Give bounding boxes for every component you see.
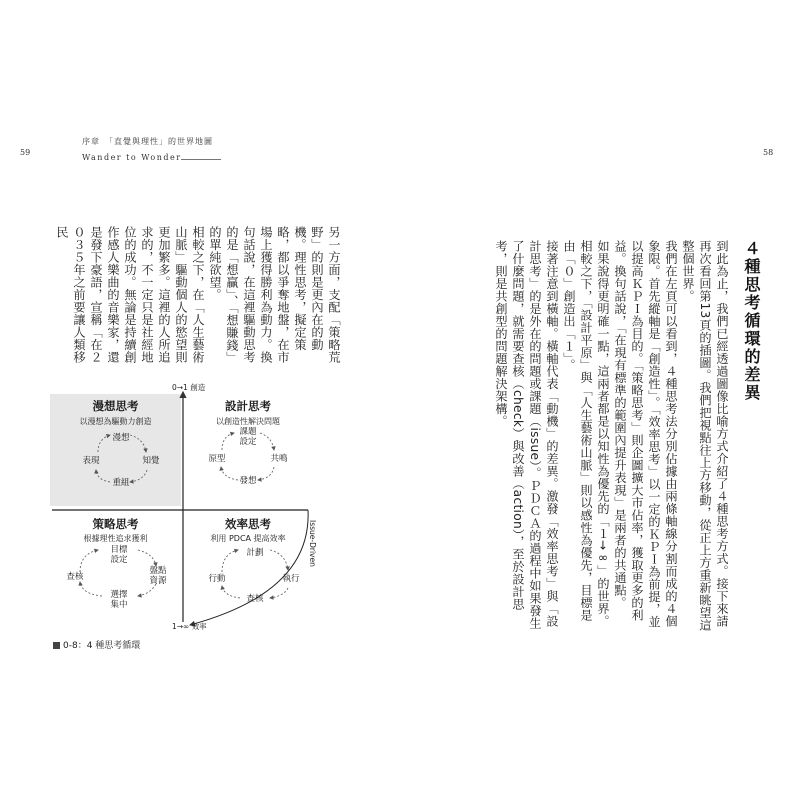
quadrant-subtitle: 根據理性追求獲利	[83, 534, 148, 543]
axis-label-top: 0→1 創造	[172, 383, 206, 392]
cycle-node: 發想	[239, 476, 257, 486]
cycle-node: 選擇 集中	[110, 590, 128, 610]
quadrant-subtitle: 以漫想為驅動力創造	[79, 417, 152, 426]
axis-label-right: Issue-Driven	[308, 520, 317, 567]
cycle-node: 計劃	[246, 548, 264, 558]
axis-label-bottom: 1→∞ 效率	[172, 622, 207, 631]
cycle-node: 課題 設定	[239, 427, 257, 447]
quadrant-title: 漫想思考	[92, 399, 139, 413]
cycle-node: 目標 設定	[110, 545, 128, 565]
right-page	[400, 0, 800, 800]
section-heading: ４種思考循環的差異	[742, 240, 761, 402]
body-paragraph: 相較之下，在「人生藝術山脈」驅動個人的慾望則更加繁多。這裡的人所追求的，不一定只是社經地位的成功。無論是持續創作感人樂曲的音樂家，還是發下豪語，宣稱「在２０３５年之前要讓人類移民	[55, 226, 205, 364]
four-thinking-cycles-diagram	[50, 382, 350, 632]
cycle-node: 共鳴	[270, 454, 288, 464]
page-number: 58	[763, 148, 774, 157]
figure-caption	[53, 638, 140, 651]
cycle-node: 原型	[208, 454, 226, 464]
quadrant-subtitle: 以創造性解決問題	[216, 417, 280, 426]
cycle-node: 執行	[282, 574, 300, 584]
body-paragraph: 到此為止，我們已經透過圖像比喻方式介紹了４種思考方式。接下來請再次看回第13頁的插圖。我們把視點往上方移動，從正上方重新眺望這整個世界。	[681, 240, 729, 632]
running-rule	[181, 159, 221, 160]
quadrant-title: 設計思考	[225, 399, 271, 413]
cycle-node: 表現	[82, 456, 100, 466]
body-paragraph: 如果說得更明確一點，這兩者都是以知性為優先的「１→∞」的世界。相較之下，「設計平原」與「人生藝術山脈」則以感性為優先，目標是由「０」創造出「１」。	[562, 240, 610, 628]
cycle-node: 查核	[66, 572, 84, 582]
body-paragraph: 接著注意到橫軸。橫軸代表「動機」的差異。激發「效率思考」與「設計思考」的是外在的問題或課題（issue）。ＰＤＣＡ的過程中如果發生了什麼問題，就需要查核（check）與改善（action），至於設計思考，則是共創型的問題解決架構。	[494, 240, 559, 630]
quadrant-title: 策略思考	[92, 517, 139, 531]
cycle-node: 盤點 資源	[149, 566, 167, 586]
cycle-node: 查核	[246, 594, 264, 604]
cycle-node: 行動	[208, 574, 226, 584]
cycle-node: 漫想	[112, 433, 130, 443]
body-text-block	[470, 240, 730, 632]
caption-marker	[53, 642, 60, 649]
figure-caption-text: 0-8：4 種思考循環	[63, 641, 141, 651]
running-subtitle: Wander to Wonder	[82, 153, 182, 162]
quadrant-subtitle: 利用 PDCA 提高效率	[210, 534, 286, 543]
body-paragraph: 另一方面，支配「策略荒野」的則是更內在的動機。理性思考，擬定策略，都以爭奪地盤，在市場上獲得勝利為動力。換句話說，在這裡驅動思考的是「想贏」、「想賺錢」的單純欲望。	[208, 226, 341, 364]
body-text-block	[53, 226, 342, 373]
cycle-node: 重組	[112, 478, 130, 488]
quadrant-title: 效率思考	[225, 517, 271, 531]
body-paragraph: 我們在左頁可以看到，４種思考法分別佔據由兩條軸線分割而成的４個象限。首先縱軸是「創造性」。「效率思考」以一定的ＫＰＩ為前提，並以提高ＫＰＩ為目的。「策略思考」則企圖擴大市佔率，獲取更多的利益。換句話說，「在現有標準的範圍內提升表現」是兩者的共通點。	[613, 240, 678, 628]
cycle-node: 知覺	[142, 456, 160, 466]
page-number: 59	[20, 148, 31, 157]
running-head: 序章 「直覺與理性」的世界地圖	[82, 137, 213, 146]
